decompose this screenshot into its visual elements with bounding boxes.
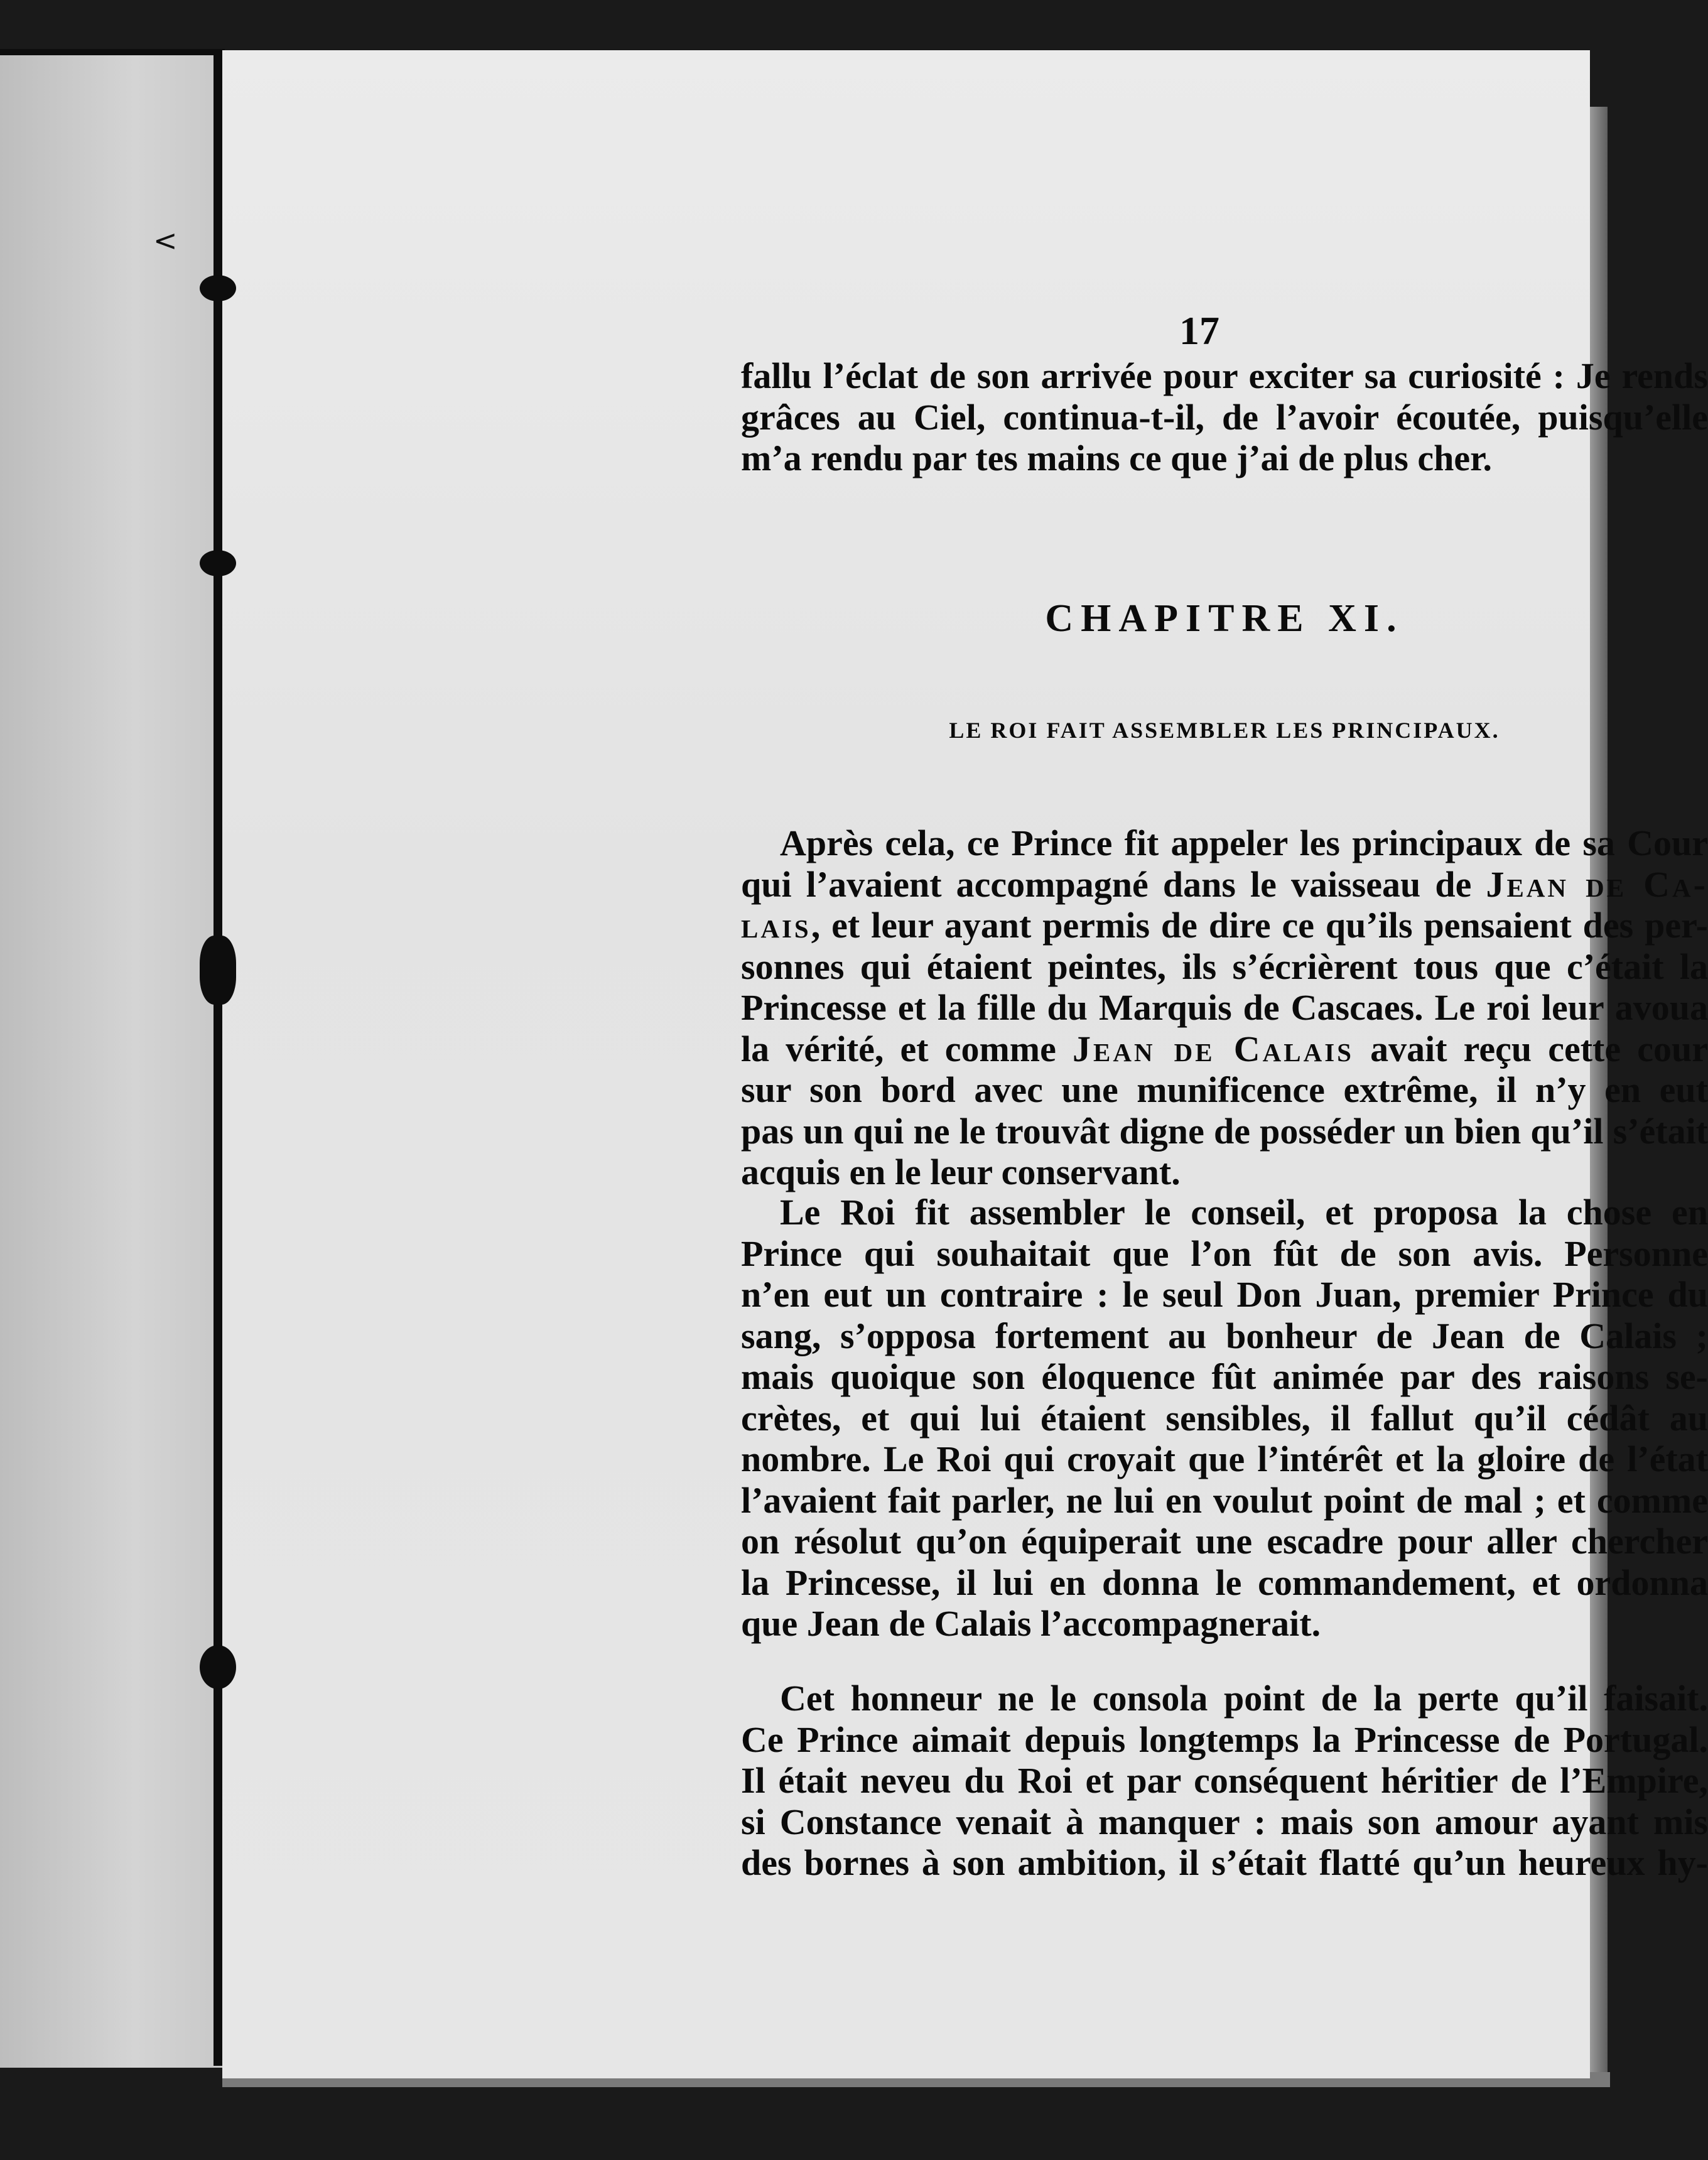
- text-line: des bornes à son ambition, il s’était flatté qu’un heureux hy-: [741, 1842, 1708, 1883]
- intro-paragraph: [741, 355, 1708, 479]
- text-line: Ce Prince aimait depuis longtemps la Princesse de Portugal.: [741, 1719, 1708, 1760]
- text-line: sur son bord avec une munificence extrême, il n’y en eut: [741, 1069, 1708, 1110]
- paragraph-1: [741, 823, 1708, 1193]
- page-number: 17: [1179, 308, 1219, 353]
- margin-mark-left: <: [153, 224, 178, 257]
- facing-page-edge: [0, 49, 225, 2068]
- name-small-caps: Jean de Ca-: [1486, 863, 1708, 905]
- text-run: qui l’avaient accompagné dans le vaisseau de: [741, 863, 1486, 905]
- book-page: [222, 50, 1708, 2078]
- text-line: pas un qui ne le trouvât digne de posséder un bien qu’il s’était: [741, 1110, 1708, 1152]
- text-line: grâces au Ciel, continua-t-il, de l’avoir écoutée, puisqu’elle: [741, 396, 1708, 438]
- text-line: [741, 1029, 1708, 1070]
- text-line: nombre. Le Roi qui croyait que l’intérêt et la gloire de l’état: [741, 1439, 1708, 1479]
- text-run: , et leur ayant permis de dire ce qu’ils pensaient des per-: [811, 905, 1708, 946]
- text-line: mais quoique son éloquence fût animée par des raisons se-: [741, 1356, 1708, 1397]
- text-line: Princesse et la fille du Marquis de Cascaes. Le roi leur avoua: [741, 987, 1708, 1028]
- text-line: on résolut qu’on équiperait une escadre pour aller chercher: [741, 1521, 1708, 1562]
- text-line: Après cela, ce Prince fit appeler les principaux de sa Cour: [780, 823, 1708, 863]
- binding-gutter: [214, 49, 222, 2066]
- text-line: acquis en le leur conservant.: [741, 1152, 1181, 1192]
- name-small-caps: lais: [741, 905, 811, 946]
- text-line: Le Roi fit assembler le conseil, et proposa la chose en: [780, 1192, 1708, 1233]
- text-line: l’avaient fait parler, ne lui en voulut point de mal ; et comme: [741, 1479, 1708, 1521]
- text-line: sang, s’opposa fortement au bonheur de Jean de Calais ;: [741, 1315, 1708, 1356]
- text-line: crètes, et qui lui étaient sensibles, il fallut qu’il cédât au: [741, 1397, 1708, 1439]
- text-line: si Constance venait à manquer : mais son amour ayant mis: [741, 1801, 1708, 1842]
- text-line: Cet honneur ne le consola point de la perte qu’il faisait.: [780, 1678, 1708, 1719]
- text-line: [741, 864, 1708, 905]
- text-line: que Jean de Calais l’accompagnerait.: [741, 1603, 1321, 1644]
- text-line: sonnes qui étaient peintes, ils s’écrièrent tous que c’était la: [741, 946, 1708, 987]
- text-line: fallu l’éclat de son arrivée pour exciter sa curiosité : Je rends: [741, 355, 1708, 396]
- paragraph-3: [741, 1678, 1708, 1884]
- facing-page-top-shadow: [0, 49, 225, 55]
- text-line: Prince qui souhaitait que l’on fût de son avis. Personne: [741, 1233, 1708, 1274]
- chapter-title: CHAPITRE XI.: [1045, 597, 1404, 640]
- binding-thread: [200, 936, 236, 1005]
- paragraph-2: [741, 1192, 1708, 1644]
- text-line: m’a rendu par tes mains ce que j’ai de plus cher.: [741, 438, 1493, 478]
- chapter-subtitle: LE ROI FAIT ASSEMBLER LES PRINCIPAUX.: [949, 718, 1500, 743]
- binding-thread: [200, 550, 236, 576]
- text-line: Il était neveu du Roi et par conséquent héritier de l’Empire,: [741, 1760, 1708, 1801]
- binding-thread: [200, 1645, 236, 1689]
- page-content: [222, 50, 1708, 2078]
- text-line: [741, 905, 1708, 946]
- name-small-caps: Jean de Calais: [1072, 1028, 1354, 1069]
- text-line: n’en eut un contraire : le seul Don Juan, premier Prince du: [741, 1274, 1708, 1315]
- binding-thread: [200, 275, 236, 301]
- text-run: avait reçu cette cour: [1353, 1028, 1708, 1069]
- text-run: la vérité, et comme: [741, 1028, 1073, 1069]
- text-line: la Princesse, il lui en donna le commandement, et ordonna: [741, 1562, 1708, 1603]
